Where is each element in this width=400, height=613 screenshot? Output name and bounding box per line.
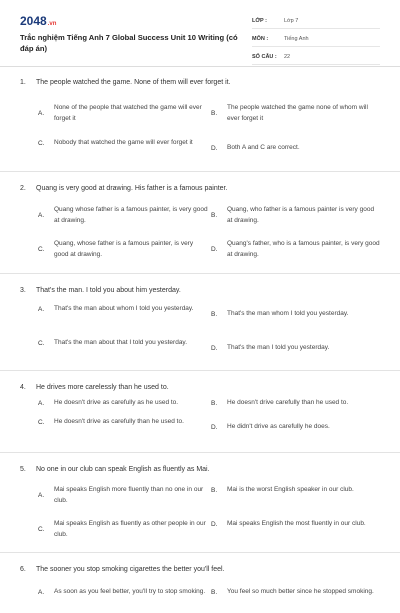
- option-letter: A.: [38, 305, 45, 313]
- option-c[interactable]: [38, 519, 208, 540]
- option-letter: A.: [38, 492, 45, 499]
- question-stem: [20, 79, 231, 86]
- option-letter: C.: [38, 339, 45, 347]
- option-letter: B.: [211, 311, 218, 318]
- option-letter: B.: [211, 110, 218, 117]
- meta-value-subject: Tiếng Anh: [284, 35, 309, 42]
- option-letter: D.: [211, 246, 218, 253]
- option-d[interactable]: [211, 239, 381, 260]
- question-stem: [20, 566, 225, 573]
- option-d[interactable]: [211, 519, 381, 530]
- option-text: Mai is the worst English speaker in our club.: [227, 486, 354, 493]
- meta-value-count: 22: [284, 53, 291, 60]
- document-title: Trắc nghiệm Tiếng Anh 7 Global Success Unit 10 Writing (có đáp án): [20, 33, 238, 53]
- option-letter: B.: [211, 588, 218, 596]
- question-item: [0, 274, 400, 371]
- option-d[interactable]: [211, 338, 381, 359]
- option-text: Quang's father, who is a famous painter, is very good at drawing.: [227, 240, 380, 258]
- option-a[interactable]: [38, 485, 208, 506]
- option-d[interactable]: [211, 138, 381, 159]
- option-letter: A.: [38, 588, 45, 596]
- logo-main: 2048: [20, 14, 47, 28]
- option-text: That's the man whom I told you yesterday.: [227, 310, 349, 318]
- question-item: [0, 453, 400, 553]
- option-b[interactable]: [211, 395, 381, 411]
- question-text: The people watched the game. None of them will ever forget it.: [36, 79, 231, 86]
- option-c[interactable]: [38, 239, 208, 260]
- option-letter: B.: [211, 486, 218, 494]
- option-text: That's the man about that I told you yesterday.: [54, 339, 188, 346]
- question-text: No one in our club can speak English as fluently as Mai.: [36, 466, 210, 473]
- question-item: [0, 371, 400, 453]
- question-number: 3.: [20, 287, 26, 294]
- meta-label-class: LỚP :: [252, 17, 267, 24]
- option-letter: D.: [211, 424, 218, 431]
- meta-label-count: SỐ CÂU :: [252, 53, 277, 60]
- option-letter: D.: [211, 345, 218, 352]
- meta-info: [252, 13, 380, 67]
- question-stem: [20, 384, 169, 391]
- option-text: Mai speaks English more fluently than no one in our club.: [54, 486, 204, 504]
- option-d[interactable]: [211, 417, 381, 438]
- question-stem: [20, 466, 210, 473]
- option-b[interactable]: [211, 205, 381, 226]
- option-a[interactable]: [38, 587, 208, 598]
- option-text: The people watched the game none of whom will ever forget it: [227, 104, 368, 122]
- option-text: Quang, whose father is a famous painter, is very good at drawing.: [54, 240, 194, 258]
- question-number: 4.: [20, 384, 26, 391]
- option-letter: A.: [38, 399, 45, 407]
- option-letter: D.: [211, 145, 218, 152]
- option-text: Both A and C are correct.: [227, 144, 300, 152]
- option-b[interactable]: [211, 304, 381, 325]
- option-a[interactable]: [38, 304, 208, 315]
- question-text: The sooner you stop smoking cigarettes the better you'll feel.: [36, 566, 225, 573]
- option-text: Nobody that watched the game will ever forget it: [54, 139, 193, 146]
- option-a[interactable]: [38, 395, 208, 411]
- question-number: 6.: [20, 566, 26, 573]
- question-item: [0, 172, 400, 274]
- meta-row-count: [252, 49, 380, 65]
- question-text: That's the man. I told you about him yesterday.: [36, 287, 181, 294]
- question-stem: [20, 287, 181, 294]
- option-text: He doesn't drive as carefully than he used to.: [54, 418, 184, 425]
- question-number: 5.: [20, 466, 26, 473]
- option-text: None of the people that watched the game will ever forget it: [54, 104, 202, 122]
- question-text: Quang is very good at drawing. His father is a famous painter.: [36, 185, 228, 192]
- question-list: [0, 66, 400, 613]
- option-letter: A.: [38, 212, 45, 219]
- option-c[interactable]: [38, 417, 208, 428]
- worksheet-header: [0, 0, 400, 67]
- option-letter: C.: [38, 246, 45, 253]
- option-c[interactable]: [38, 138, 208, 149]
- option-letter: C.: [38, 418, 45, 426]
- question-stem: [20, 185, 227, 192]
- option-a[interactable]: [38, 103, 208, 124]
- option-letter: A.: [38, 110, 45, 117]
- meta-label-subject: MÔN :: [252, 35, 269, 42]
- option-letter: C.: [38, 139, 45, 147]
- meta-row-subject: [252, 31, 380, 47]
- option-text: Mai speaks English as fluently as other people in our club.: [54, 520, 206, 538]
- option-b[interactable]: [211, 103, 381, 124]
- meta-row-class: [252, 13, 380, 29]
- option-b[interactable]: [211, 485, 381, 496]
- option-letter: C.: [38, 526, 45, 533]
- option-text: Quang whose father is a famous painter, is very good at drawing.: [54, 206, 208, 224]
- question-item: [0, 66, 400, 172]
- option-text: He didn't drive as carefully he does.: [227, 423, 330, 431]
- question-number: 2.: [20, 185, 26, 192]
- option-text: That's the man about whom I told you yesterday.: [54, 305, 194, 312]
- question-number: 1.: [20, 79, 26, 86]
- option-text: Mai speaks English the most fluently in our club.: [227, 520, 366, 527]
- option-a[interactable]: [38, 205, 208, 226]
- option-letter: D.: [211, 520, 218, 528]
- option-letter: B.: [211, 212, 218, 219]
- option-c[interactable]: [38, 338, 208, 349]
- question-item: [0, 553, 400, 613]
- option-letter: B.: [211, 399, 218, 407]
- logo-suffix: .vn: [47, 21, 57, 27]
- site-logo[interactable]: [20, 14, 56, 28]
- question-text: He drives more carelessly than he used to.: [36, 384, 169, 391]
- option-text: Quang, who father is a famous painter is very good at drawing.: [227, 206, 375, 224]
- option-text: He doesn't drive carefully than he used to.: [227, 398, 349, 406]
- option-text: You feel so much better since he stopped smoking.: [227, 588, 374, 595]
- option-b[interactable]: [211, 587, 381, 598]
- option-text: That's the man I told you yesterday.: [227, 344, 330, 352]
- meta-value-class: Lớp 7: [284, 17, 299, 24]
- option-text: He doesn't drive as carefully as he used to.: [54, 398, 179, 406]
- option-text: As soon as you feel better, you'll try to stop smoking.: [54, 588, 206, 595]
